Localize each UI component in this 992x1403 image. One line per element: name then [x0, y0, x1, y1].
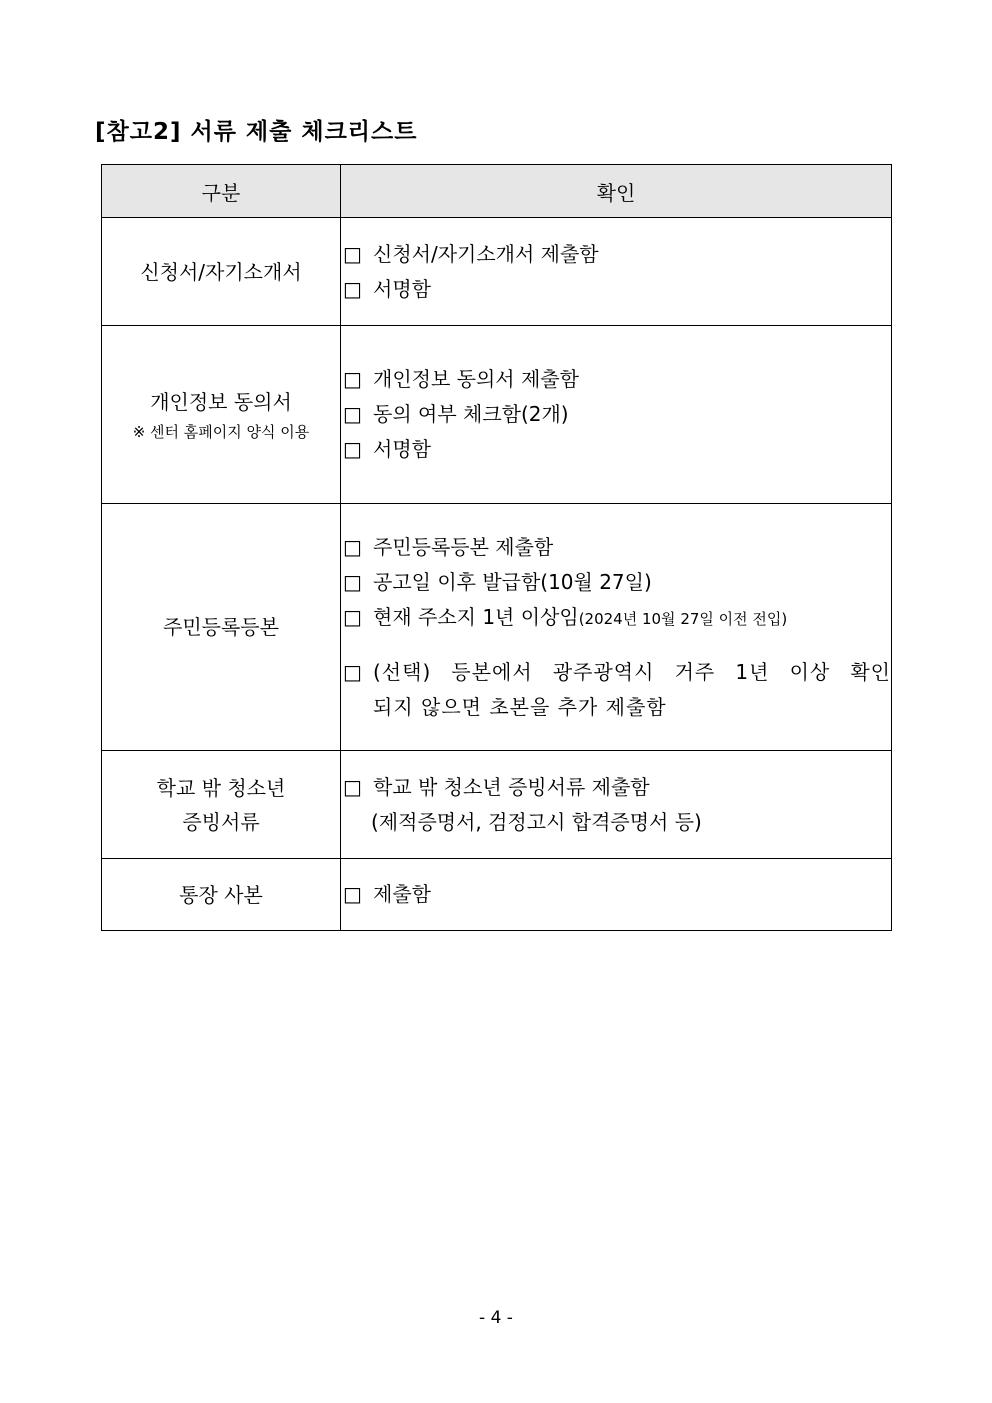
checklist-item[interactable]: □ 공고일 이후 발급함(10월 27일): [341, 565, 891, 600]
checklist-item[interactable]: □ 동의 여부 체크함(2개): [341, 397, 891, 432]
checkbox-icon[interactable]: □: [343, 569, 362, 594]
checkbox-icon[interactable]: □: [343, 604, 362, 629]
table-row: [102, 326, 892, 504]
category-cell: 통장 사본: [102, 859, 341, 931]
checklist-item[interactable]: □ 현재 주소지 1년 이상임(2024년 10월 27일 이전 전입): [341, 600, 891, 637]
table-header-row: [102, 165, 892, 218]
page-title: [참고2] 서류 제출 체크리스트: [95, 119, 418, 145]
item-detail: (2024년 10월 27일 이전 전입): [578, 609, 788, 628]
table-row: [102, 751, 892, 859]
checkbox-icon[interactable]: □: [343, 276, 362, 301]
checkbox-icon[interactable]: □: [343, 402, 362, 426]
checkbox-icon[interactable]: □: [343, 241, 362, 266]
checkbox-icon[interactable]: □: [343, 534, 362, 559]
table-row: [102, 859, 892, 931]
table-row: [102, 504, 892, 751]
category-cell: 주민등록등본: [102, 504, 341, 751]
items-cell: [341, 504, 892, 751]
items-cell: [341, 326, 892, 504]
checkbox-icon[interactable]: □: [343, 437, 362, 461]
checklist-item[interactable]: □ 학교 밖 청소년 증빙서류 제출함: [341, 770, 891, 805]
category-note: ※ 센터 홈페이지 양식 이용: [132, 422, 310, 441]
table-row: [102, 218, 892, 326]
checklist-item[interactable]: □ 신청서/자기소개서 제출함: [341, 237, 891, 272]
checkbox-icon[interactable]: □: [343, 367, 362, 391]
checkbox-icon[interactable]: □: [343, 882, 362, 906]
checkbox-icon[interactable]: □: [343, 774, 362, 799]
header-confirm: 확인: [341, 165, 892, 218]
items-cell: [341, 751, 892, 859]
checklist-item[interactable]: □ 제출함: [341, 877, 891, 912]
checklist-item[interactable]: □ 서명함: [341, 272, 891, 307]
page-number: - 4 -: [479, 1308, 513, 1328]
checklist-item[interactable]: □ 서명함: [341, 432, 891, 467]
category-cell: [102, 326, 341, 504]
items-cell: [341, 859, 892, 931]
checklist-item[interactable]: □ 주민등록등본 제출함: [341, 530, 891, 565]
checklist-item[interactable]: □ (선택) 등본에서 광주광역시 거주 1년 이상 확인 되지 않으면 초본을 추가 제출함: [341, 655, 891, 725]
item-sub-note: (제적증명서, 검정고시 합격증명서 등): [371, 809, 702, 834]
checkbox-icon[interactable]: □: [343, 659, 363, 684]
items-cell: [341, 218, 892, 326]
header-category: 구분: [102, 165, 341, 218]
category-cell: 신청서/자기소개서: [102, 218, 341, 326]
checklist-table: [101, 164, 892, 931]
category-label: 개인정보 동의서: [150, 389, 292, 414]
category-cell: 학교 밖 청소년 증빙서류: [102, 751, 341, 859]
checklist-item[interactable]: □ 개인정보 동의서 제출함: [341, 362, 891, 397]
